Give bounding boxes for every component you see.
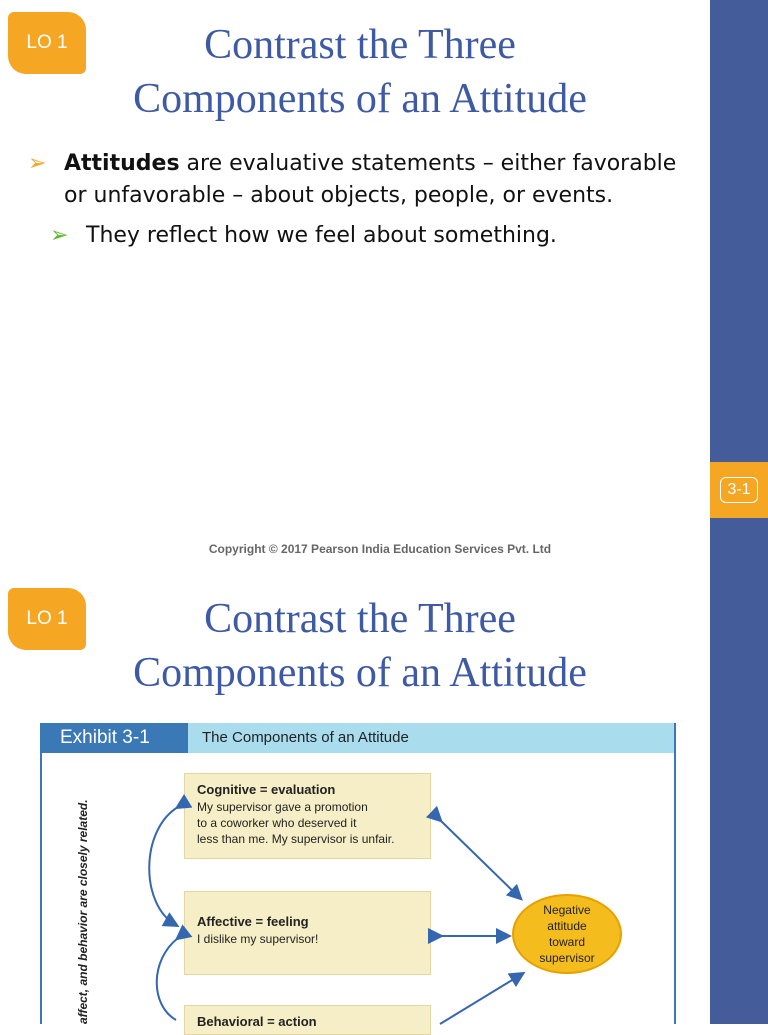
cognitive-text-line: My supervisor gave a promotion xyxy=(197,800,368,814)
bullet-text: are evaluative statements – either favorable or unfavorable – about objects, people, or events. xyxy=(64,151,677,208)
title-2-line-1: Contrast the Three xyxy=(204,596,516,642)
page-number-badge xyxy=(710,462,768,518)
bullet-arrow-icon: ➢ xyxy=(28,151,47,176)
affective-text-line: I dislike my supervisor! xyxy=(197,932,319,946)
outcome-line: attitude xyxy=(547,919,587,933)
exhibit-side-caption: affect, and behavior are closely related. xyxy=(76,799,90,1024)
outcome-line: Negative xyxy=(543,903,591,917)
exhibit-tag: Exhibit 3-1 xyxy=(42,723,188,753)
cognitive-text-line: to a coworker who deserved it xyxy=(197,816,357,830)
behavioral-heading: Behavioral = action xyxy=(197,1014,317,1029)
bullet-bold-term: Attitudes xyxy=(64,151,180,176)
lo-badge xyxy=(8,12,86,74)
title-line-2: Components of an Attitude xyxy=(133,76,587,122)
arrow-cognitive-outcome xyxy=(440,820,520,898)
arrow-behavioral-outcome xyxy=(440,974,522,1024)
cognitive-text-line: less than me. My supervisor is unfair. xyxy=(197,832,395,846)
bullet-list xyxy=(28,148,688,252)
exhibit-arrows xyxy=(0,720,710,1024)
copyright-text: Copyright © 2017 Pearson India Education Services Pvt. Ltd xyxy=(208,542,552,556)
outcome-line: supervisor xyxy=(539,951,595,965)
cognitive-heading: Cognitive = evaluation xyxy=(197,782,336,797)
arrow-affective-behavioral xyxy=(157,938,178,1020)
lo-badge-2 xyxy=(8,588,86,650)
bullet-attitudes xyxy=(28,148,688,212)
sub-bullet xyxy=(50,220,688,252)
outcome-line: toward xyxy=(548,935,585,949)
page-number: 3-1 xyxy=(720,477,757,503)
sub-bullet-text: They reflect how we feel about something. xyxy=(86,223,557,248)
lo-label-2: LO 1 xyxy=(26,608,68,629)
slide-title xyxy=(90,18,630,126)
affective-heading: Affective = feeling xyxy=(197,914,309,929)
title-2-line-2: Components of an Attitude xyxy=(133,650,587,696)
title-line-1: Contrast the Three xyxy=(204,22,516,68)
arrow-cognitive-affective xyxy=(149,807,178,925)
exhibit-title: The Components of an Attitude xyxy=(202,729,409,746)
slide-title-2 xyxy=(90,592,630,700)
sub-bullet-arrow-icon: ➢ xyxy=(50,223,69,248)
lo-label: LO 1 xyxy=(26,32,68,53)
